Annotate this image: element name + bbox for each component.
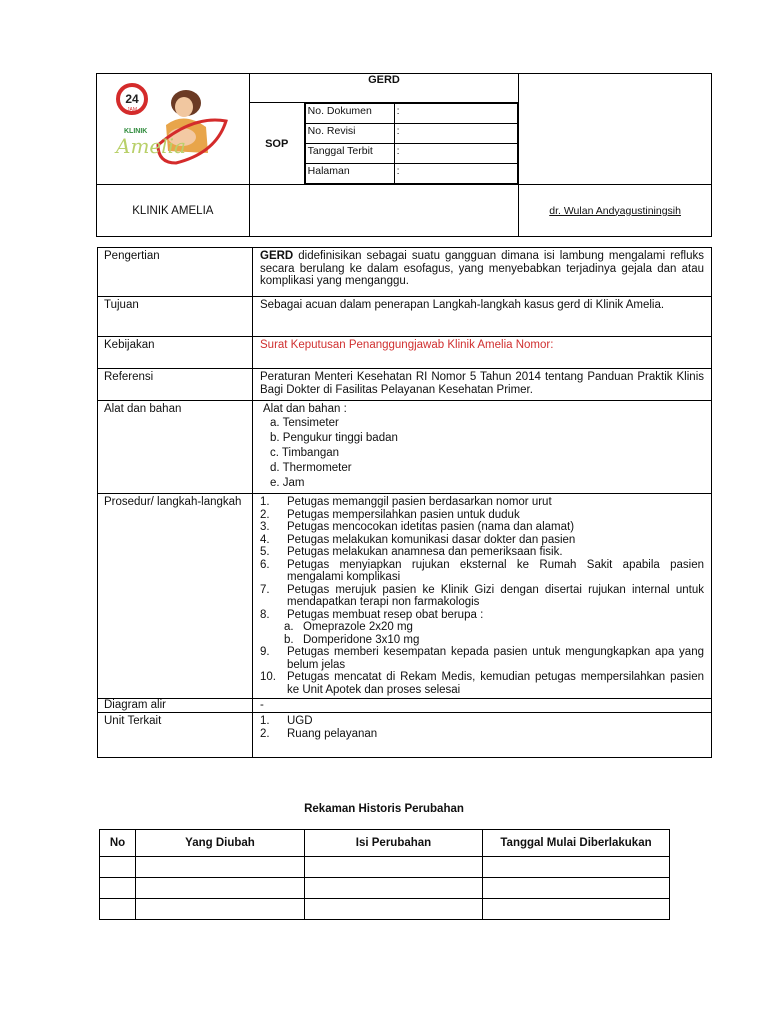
list-item: e. Jam [270,477,305,489]
value-kebijakan: Surat Keputusan Penanggungjawab Klinik Amelia Nomor: [253,337,712,369]
list-item: c. Timbangan [270,447,340,459]
header-table [96,73,712,237]
alat-intro: Alat dan bahan : [263,403,347,415]
doc-field-label: Tanggal Terbit [305,144,394,164]
step-text: Ruang pelayanan [287,727,378,740]
history-header-row [100,830,670,857]
doc-field-value: : [394,144,518,164]
value-pengertian [253,248,712,297]
col-header: Isi Perubahan [305,830,483,857]
step-number: 6. [260,558,270,571]
list-item [260,728,704,741]
gerd-bold: GERD [260,250,294,262]
list-item [260,509,704,522]
sop-title: GERD [249,74,519,103]
row-alat [98,401,712,494]
step-text: Petugas menyiapkan rujukan eksternal ke Rumah Sakit apabila pasien mengalami komplikasi [287,558,704,583]
value-unit [253,713,712,758]
pengertian-text: didefinisikan sebagai suatu gangguan dimana isi lambung mengalami refluks secara berulang ke dalam esofagus, yang menyebabkan terjadinya gejala dan atau komplikasi yang menganggu. [260,250,704,287]
step-number: 8. [260,608,270,621]
table-cell [305,857,483,878]
row-diagram [98,699,712,713]
list-item [260,584,704,609]
step-number: 1. [260,715,270,727]
doc-field-row [305,164,518,184]
col-header: Yang Diubah [136,830,305,857]
row-tujuan [98,297,712,337]
step-number: 2. [260,508,270,521]
doc-fields-cell [304,103,519,185]
doc-field-row [305,124,518,144]
step-text: UGD [287,715,313,727]
label-prosedur: Prosedur/ langkah-langkah [98,494,253,699]
list-item: b. Pengukur tinggi badan [270,432,398,444]
table-cell [100,899,136,920]
step-number: 4. [260,533,270,546]
list-item [260,546,704,559]
list-item [260,715,704,728]
doc-field-row [305,144,518,164]
table-cell [483,878,670,899]
clinic-name: KLINIK AMELIA [97,185,250,237]
step-text: Petugas memanggil pasien berdasarkan nomor urut [287,496,552,508]
list-item: a. Tensimeter [270,417,339,429]
value-prosedur [253,494,712,699]
logo-badge: 24 [125,92,139,106]
label-pengertian: Pengertian [98,248,253,297]
step-number: 2. [260,727,270,740]
sop-table [97,247,712,758]
sop-label: SOP [249,103,304,185]
logo-script-text: Amelia [116,134,186,158]
row-prosedur [98,494,712,699]
doc-fields-table [305,103,519,184]
step-number: a. [284,621,294,633]
row-kebijakan [98,337,712,369]
logo-badge-sub: JAM [127,107,137,113]
table-row [100,857,670,878]
doc-field-value: : [394,104,518,124]
row-pengertian [98,248,712,297]
step-number: 7. [260,583,270,596]
clinic-logo [98,75,248,175]
table-cell [483,899,670,920]
history-table [99,829,670,920]
step-text: Petugas mempersilahkan pasien untuk duduk [287,508,520,521]
value-referensi: Peraturan Menteri Kesehatan RI Nomor 5 Tahun 2014 tentang Panduan Praktik Klinis Bagi Dokter di Fasilitas Pelayanan Kesehatan Primer. [253,369,712,401]
table-cell [305,899,483,920]
step-text: Petugas melakukan anamnesa dan pemeriksaan fisik. [287,546,563,558]
table-cell [305,878,483,899]
value-tujuan: Sebagai acuan dalam penerapan Langkah-langkah kasus gerd di Klinik Amelia. [253,297,712,337]
step-text: Domperidone 3x10 mg [303,633,420,646]
table-cell [136,899,305,920]
step-text: Petugas mencatat di Rekam Medis, kemudian petugas mempersilahkan pasien ke Unit Apotek dan proses selesai [287,671,704,696]
header-blank-right [519,74,712,185]
table-row [100,878,670,899]
unit-list [260,715,704,740]
step-number: 3. [260,521,270,533]
col-header: No [100,830,136,857]
list-item [260,634,704,647]
label-alat: Alat dan bahan [98,401,253,494]
label-tujuan: Tujuan [98,297,253,337]
step-text: Petugas membuat resep obat berupa : [287,608,484,621]
alat-list [260,416,704,491]
logo-cell [97,74,250,185]
signature-blank [249,185,519,237]
doc-field-value: : [394,124,518,144]
label-diagram: Diagram alir [98,699,253,713]
list-item [260,559,704,584]
table-cell [100,857,136,878]
step-text: Omeprazole 2x20 mg [303,621,413,633]
step-text: Petugas memberi kesempatan kepada pasien untuk mengungkapkan apa yang belum jelas [287,646,704,671]
list-item [260,621,704,634]
step-number: 1. [260,496,270,508]
prosedur-list-cont [260,646,704,696]
row-referensi [98,369,712,401]
step-number: 9. [260,646,270,658]
doc-field-label: No. Revisi [305,124,394,144]
step-number: 5. [260,546,270,558]
step-text: Petugas melakukan komunikasi dasar dokter dan pasien [287,533,576,546]
doc-field-label: Halaman [305,164,394,184]
list-item [260,521,704,534]
col-header: Tanggal Mulai Diberlakukan [483,830,670,857]
step-text: Petugas mencocokan idetitas pasien (nama dan alamat) [287,521,575,533]
table-cell [483,857,670,878]
doc-field-value: : [394,164,518,184]
value-alat [253,401,712,494]
list-item [260,671,704,696]
row-unit [98,713,712,758]
table-cell [136,857,305,878]
step-number: b. [284,633,294,646]
label-kebijakan: Kebijakan [98,337,253,369]
list-item [260,646,704,671]
logo-small-text: KLINIK [124,128,148,135]
list-item [260,609,704,622]
doc-field-label: No. Dokumen [305,104,394,124]
prosedur-list [260,496,704,621]
step-number: 10. [260,671,276,683]
table-cell [100,878,136,899]
step-text: Petugas merujuk pasien ke Klinik Gizi dengan disertai rujukan internal untuk mendapatkan terapi non farmakologis [287,583,704,608]
value-diagram: - [253,699,712,713]
table-cell [136,878,305,899]
list-item: d. Thermometer [270,462,352,474]
label-unit: Unit Terkait [98,713,253,758]
doctor-name: dr. Wulan Andyagustiningsih [519,185,712,237]
list-item [260,496,704,509]
obat-list [260,621,704,646]
label-referensi: Referensi [98,369,253,401]
table-row [100,899,670,920]
history-title: Rekaman Historis Perubahan [304,803,464,815]
doc-field-row [305,104,518,124]
list-item [260,534,704,547]
